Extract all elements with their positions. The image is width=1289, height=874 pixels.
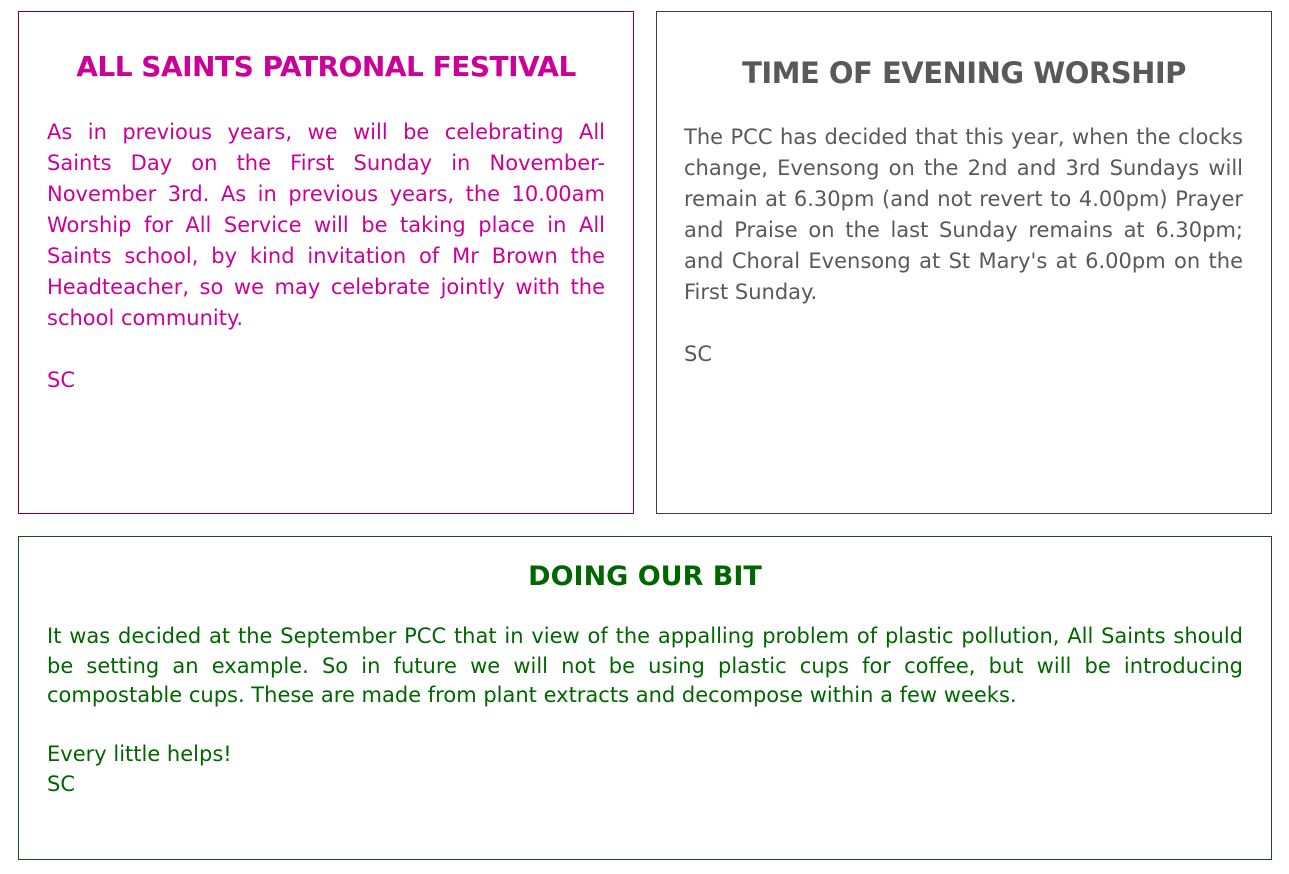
festival-title: ALL SAINTS PATRONAL FESTIVAL [76, 50, 576, 83]
bit-body: It was decided at the September PCC that in view of the appalling problem of plastic pollution, All Saints should be setting an example. So in future we will not be using plastic cups for coffee, but will be introducing compostable cups. These are made from plant extracts and decompose within a few weeks. [47, 624, 1250, 707]
bit-signature: SC [47, 771, 75, 796]
evening-body: The PCC has decided that this year, when the clocks change, Evensong on the 2nd and 3rd Sundays will remain at 6.30pm (and not revert to 4.00pm) Prayer and Praise on the last Sunday remains at 6.30pm; and Choral Evensong at St Mary's at 6.00pm on the First Sunday. [684, 125, 1250, 304]
evening-worship-notice-box [656, 11, 1272, 514]
festival-notice-box [18, 11, 634, 514]
bit-closing: Every little helps! [47, 742, 232, 766]
doing-our-bit-notice-box [18, 536, 1272, 860]
bit-title: DOING OUR BIT [528, 561, 762, 592]
festival-signature: SC [47, 368, 75, 392]
evening-signature: SC [684, 342, 712, 366]
festival-body: As in previous years, we will be celebrating All Saints Day on the First Sunday in November- November 3rd. As in previous years, the 10.00am Worship for All Service will be taking place in All Saints school, by kind invitation of Mr Brown the Headteacher, so we may celebrate jointly with the school community. [47, 120, 612, 330]
evening-title: TIME OF EVENING WORSHIP [742, 56, 1186, 90]
